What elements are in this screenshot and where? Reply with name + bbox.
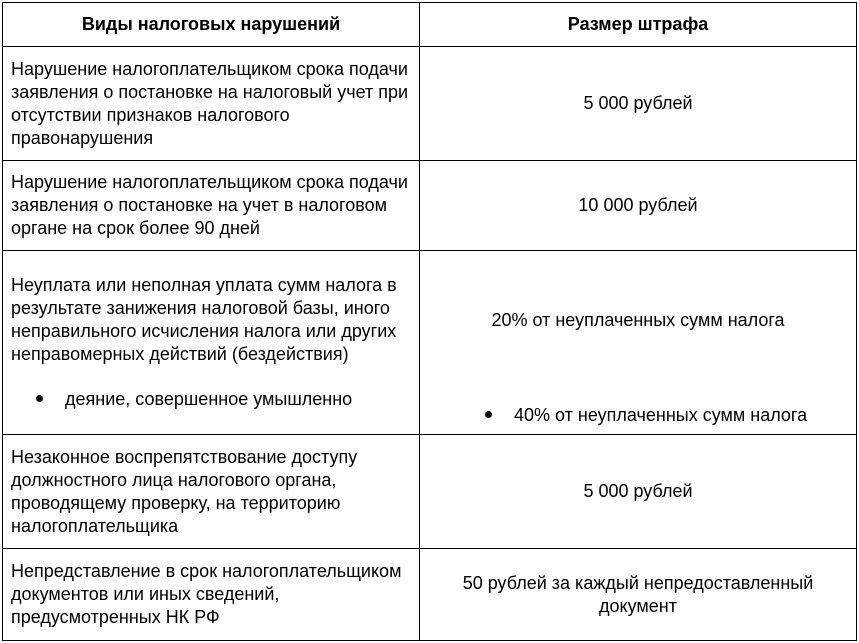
fine-amount-cell: 5 000 рублей [420,47,857,161]
fine-amount-bullet-text: 40% от неуплаченных сумм налога [514,404,808,425]
table-row [3,549,857,641]
table-row [3,251,857,435]
bullet-icon [485,411,492,418]
violation-kind-cell: Нарушение налогоплательщиком срока подачи заявления о постановке на налоговый учет при отсутствии признаков налогового правонарушения [3,47,420,161]
table-row [3,161,857,251]
violation-kind-cell [3,251,420,435]
fine-amount-bullet-item [473,404,848,427]
violation-kind-cell: Нарушение налогоплательщиком срока подачи заявления о постановке на учет в налоговом органе на срок более 90 дней [3,161,420,251]
violation-kind-cell: Непредставление в срок налогоплательщиком документов или иных сведений, предусмотренных НК РФ [3,549,420,641]
header-fine-amount: Размер штрафа [420,3,857,47]
tax-violations-table [2,2,857,641]
header-violation-kind: Виды налоговых нарушений [3,3,420,47]
fine-amount-cell [420,251,857,435]
fine-amount-cell: 10 000 рублей [420,161,857,251]
table-header-row [3,3,857,47]
fine-amount-text: 20% от неуплаченных сумм налога [491,309,785,330]
violation-kind-bullet-text: деяние, совершенное умышленно [65,389,353,409]
violation-kind-cell: Незаконное воспрепятствование доступу должностного лица налогового органа, проводящему проверку, на территорию налогоплательщика [3,435,420,549]
bullet-icon [36,395,43,402]
violation-kind-text: Неуплата или неполная уплата сумм налога в результате занижения налоговой базы, иного неправильного исчисления налога или других неправомерных действий (бездействия) [11,275,397,364]
fine-amount-cell: 50 рублей за каждый непредоставленный документ [420,549,857,641]
violation-kind-bullet-item [11,388,411,411]
table-row [3,435,857,549]
fine-amount-cell: 5 000 рублей [420,435,857,549]
table-row [3,47,857,161]
